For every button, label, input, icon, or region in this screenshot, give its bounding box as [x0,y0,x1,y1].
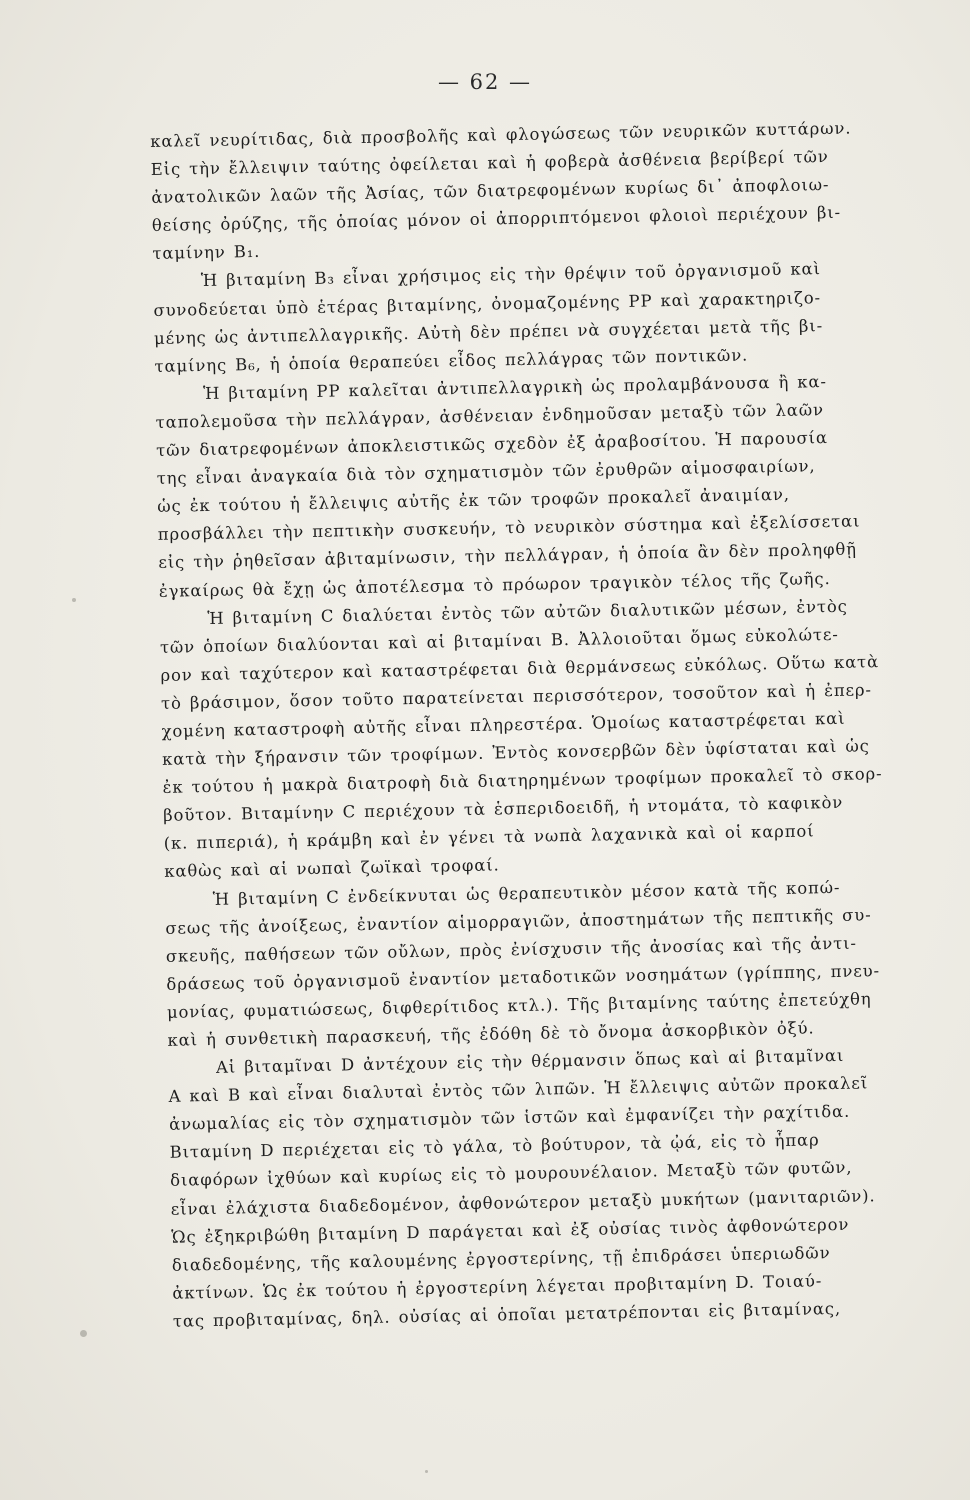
text-line: διαφόρων ἰχθύων καὶ κυρίως εἰς τὸ μουρουνέλαιον. Μεταξὺ τῶν φυτῶν, [170,1158,853,1191]
text-line: θείσης ὀρύζης, τῆς ὁποίας μόνον οἱ ἀπορριπτόμενοι φλοιοὶ περιέχουν βι- [151,203,842,236]
text-line: τῶν διατρεφομένων ἀποκλειστικῶς σχεδὸν ἐξ ἀραβοσίτου. Ἡ παρουσία [156,428,829,460]
text-line: (κ. πιπεριά), ἡ κράμβη καὶ ἐν γένει τὰ νωπὰ λαχανικὰ καὶ οἱ καρποί [163,821,815,854]
body-text [150,113,970,1336]
text-line: συνοδεύεται ὑπὸ ἑτέρας βιταμίνης, ὀνομαζομένης PP καὶ χαρακτηριζο- [153,287,822,320]
text-line: Ἡ βιταμίνη B₃ εἶναι χρήσιμος εἰς τὴν θρέψιν τοῦ ὀργανισμοῦ καὶ [200,259,822,291]
text-line: δράσεως τοῦ ὀργανισμοῦ ἐναντίον μεταδοτικῶν νοσημάτων (γρίππης, πνευ- [166,960,881,994]
text-line: Εἰς τὴν ἔλλειψιν ταύτης ὀφείλεται καὶ ἡ φοβερὰ ἀσθένεια βερίβερί τῶν [150,147,829,180]
text-line: της εἶναι ἀναγκαία διὰ τὸν σχηματισμὸν τῶν ἐρυθρῶν αἱμοσφαιρίων, [156,456,816,489]
text-line: εἶναι ἐλάχιστα διαδεδομένον, ἀφθονώτερον μεταξὺ μυκήτων (μανιταριῶν). [170,1185,876,1219]
text-line: ταπολεμοῦσα τὴν πελλάγραν, ἀσθένειαν ἐνδημοῦσαν μεταξὺ τῶν λαῶν [155,400,825,432]
text-line: Ἡ βιταμίνη PP καλεῖται ἀντιπελλαγρικὴ ὡς προλαμβάνουσα ἢ κα- [202,371,828,403]
text-line: καὶ ἡ συνθετικὴ παρασκευή, τῆς ἐδόθη δὲ τὸ ὄνομα ἀσκορβικὸν ὀξύ. [167,1018,815,1050]
text-line: τας προβιταμίνας, δηλ. οὐσίας αἱ ὁποῖαι μετατρέπονται εἰς βιταμίνας, [172,1298,842,1331]
text-line: καλεῖ νευρίτιδας, διὰ προσβολῆς καὶ φλογώσεως τῶν νευρικῶν κυττάρων. [150,118,852,151]
text-line: ἀνωμαλίας εἰς τὸν σχηματισμὸν τῶν ἱστῶν καὶ ἐμφανίζει τὴν ραχίτιδα. [168,1102,851,1135]
text-line: ρον καὶ ταχύτερον καὶ καταστρέφεται διὰ θερμάνσεως εὐκόλως. Οὕτω κατὰ [160,651,880,685]
text-line: ταμίνης B₆, ἡ ὁποία θεραπεύει εἶδος πελλάγρας τῶν ποντικῶν. [154,345,749,376]
text-line: σκευῆς, παθήσεων τῶν οὔλων, πρὸς ἐνίσχυσιν τῆς ἀνοσίας καὶ τῆς ἀντι- [165,933,858,966]
text-line: Αἱ βιταμῖναι D ἀντέχουν εἰς τὴν θέρμανσιν ὅπως καὶ αἱ βιταμῖναι [215,1045,845,1077]
text-line: Ἡ βιταμίνη C διαλύεται ἐντὸς τῶν αὐτῶν διαλυτικῶν μέσων, ἐντὸς [207,596,848,628]
text-line: ἀκτίνων. Ὡς ἐκ τούτου ἡ ἐργοστερίνη λέγεται προβιταμίνη D. Τοιαύ- [172,1271,823,1303]
text-line: Βιταμίνη D περιέχεται εἰς τὸ γάλα, τὸ βούτυρον, τὰ ᾠά, εἰς τὸ ἧπαρ [169,1130,820,1163]
text-line: ἀνατολικῶν λαῶν τῆς Ἀσίας, τῶν διατρεφομένων κυρίως δι᾽ ἀποφλοιω- [151,175,830,208]
text-line: βοῦτον. Βιταμίνην C περιέχουν τὰ ἑσπεριδοειδῆ, ἡ ντομάτα, τὸ καφικὸν [163,793,844,826]
text-line: χομένη καταστροφὴ αὐτῆς εἶναι πληρεστέρα. Ὁμοίως καταστρέφεται καὶ [161,708,846,741]
text-line: ὡς ἐκ τούτου ἡ ἔλλειψις αὐτῆς ἐκ τῶν τροφῶν προκαλεῖ ἀναιμίαν, [157,485,791,517]
text-line: διαδεδομένης, τῆς καλουμένης ἐργοστερίνης, τῇ ἐπιδράσει ὑπεριωδῶν [171,1242,831,1275]
text-line: εἰς τὴν ῥηθεῖσαν ἀβιταμίνωσιν, τὴν πελλάγραν, ἡ ὁποία ἂν δὲν προληφθῇ [158,539,858,573]
text-line: τῶν ὁποίων διαλύονται καὶ αἱ βιταμίναι B. Ἀλλοιοῦται ὅμως εὐκολώτε- [159,624,839,657]
text-line: μονίας, φυματιώσεως, διφθερίτιδος κτλ.). Τῆς βιταμίνης ταύτης ἐπετεύχθη [166,989,872,1022]
text-line: A καὶ B καὶ εἶναι διαλυταὶ ἐντὸς τῶν λιπῶν. Ἡ ἔλλειψις αὐτῶν προκαλεῖ [168,1073,869,1107]
text-line: ταμίνην B₁. [152,242,261,264]
text-line: μένης ὡς ἀντιπελλαγρικῆς. Αὐτὴ δὲν πρέπει νὰ συγχέεται μετὰ τῆς βι- [153,315,824,348]
text-line: τὸ βράσιμον, ὅσον τοῦτο παρατείνεται περισσότερον, τοσοῦτον καὶ ἡ ἐπερ- [160,680,873,713]
text-line: κατὰ τὴν ξήρανσιν τῶν τροφίμων. Ἐντὸς κονσερβῶν δὲν ὑφίσταται καὶ ὡς [161,736,870,769]
text-line: σεως τῆς ἀνοίξεως, ἐναντίον αἱμορραγιῶν, ἀποστημάτων τῆς πεπτικῆς συ- [165,904,872,938]
text-line: Ἡ βιταμίνη C ἐνδείκνυται ὡς θεραπευτικὸν μέσον κατὰ τῆς κοπώ- [212,877,841,909]
text-line: ἐγκαίρως θὰ ἔχῃ ὡς ἀποτέλεσμα τὸ πρόωρον τραγικὸν τέλος τῆς ζωῆς. [158,568,831,601]
text-line: προσβάλλει τὴν πεπτικὴν συσκευήν, τὸ νευρικὸν σύστημα καὶ ἐξελίσσεται [157,511,861,545]
text-line: Ὡς ἐξηκριβώθη βιταμίνη D παράγεται καὶ ἐξ οὐσίας τινὸς ἀφθονώτερον [171,1214,850,1247]
page-number: — 62 — [437,70,533,94]
text-line: καθὼς καὶ αἱ νωπαὶ ζωϊκαὶ τροφαί. [164,855,500,882]
text-line: ἐκ τούτου ἡ μακρὰ διατροφὴ διὰ διατηρημένων τροφίμων προκαλεῖ τὸ σκορ- [162,764,883,798]
